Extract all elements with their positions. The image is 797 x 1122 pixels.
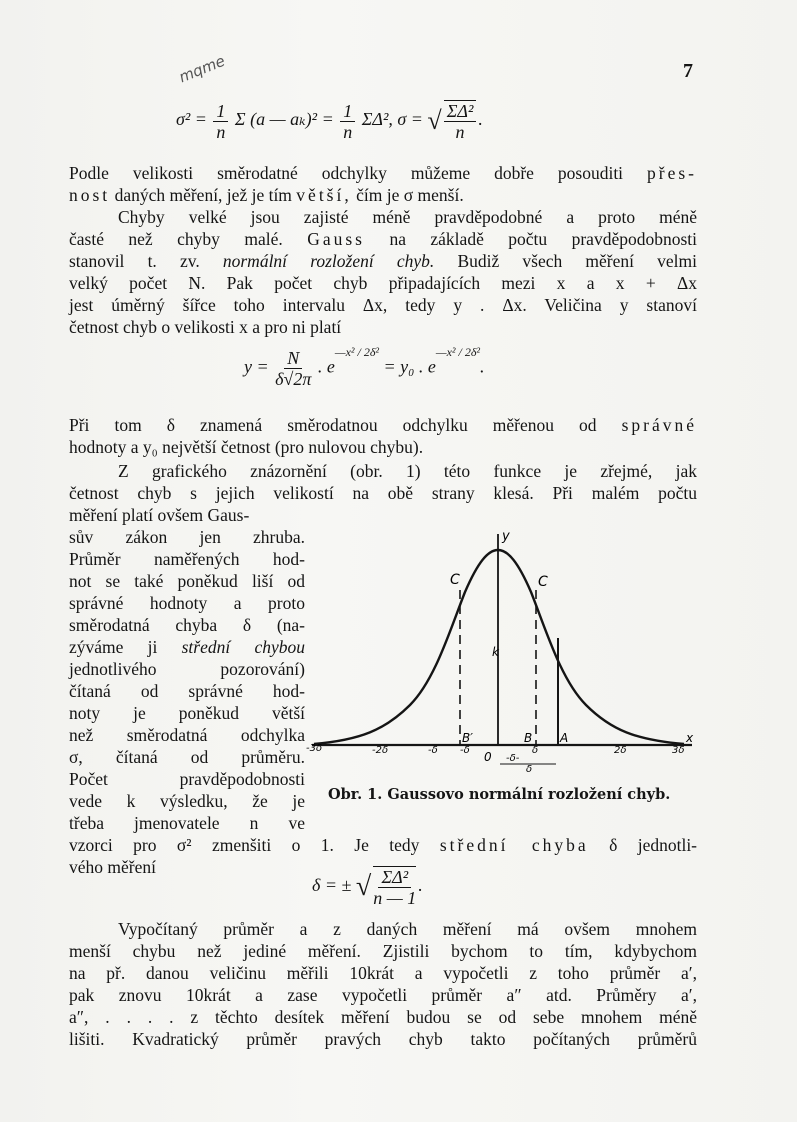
text-line — [69, 614, 305, 636]
text-line — [69, 436, 423, 458]
formula-lhs: y = — [244, 356, 269, 377]
bottom-mark: δ — [526, 764, 533, 775]
text-line — [69, 834, 697, 856]
text-line — [69, 746, 305, 768]
text-segment: směrodatná chyba δ (na- — [69, 615, 305, 635]
spaced-text: přes- — [647, 163, 698, 183]
text-segment: čítaná od správné hod- — [69, 681, 305, 701]
text-line — [69, 940, 697, 962]
text-segment: not se také poněkud liší od — [69, 571, 305, 591]
pencil-margin-note: mqme — [176, 51, 228, 87]
label-k: k — [492, 645, 499, 659]
axis-label-x: x — [686, 731, 694, 745]
fraction-numerator: 1 — [340, 101, 355, 122]
text-segment: hodnoty a y₀ největší četnost (pro nulovou chybu). — [69, 437, 424, 457]
text-segment: δ jednotli- — [609, 835, 698, 855]
fraction-denominator: δ√2π — [275, 369, 312, 389]
text-line — [69, 592, 305, 614]
formula-mean-error — [312, 866, 423, 908]
formula-sigma-mid: ΣΔ², σ = — [361, 109, 423, 130]
label-a: A — [560, 731, 569, 745]
text-line — [69, 482, 697, 504]
text-line — [69, 272, 697, 294]
text-segment: σ, čítaná od průměru. — [69, 747, 305, 767]
text-line — [69, 316, 341, 338]
text-segment: třeba jmenovatele n ve — [69, 813, 305, 833]
tick-label: δ — [532, 745, 539, 756]
text-segment: menší chybu než jediné měření. Zjistili bychom to tím, kdybychom — [69, 941, 697, 961]
text-line — [69, 184, 464, 206]
text-segment: vého měření — [69, 857, 156, 877]
tick-label: -2δ — [372, 745, 389, 756]
spaced-text: střední chyba — [439, 835, 589, 855]
text-line — [69, 962, 697, 984]
text-segment: Průměr naměřených hod- — [69, 549, 305, 569]
text-segment: vzorci pro σ² zmenšiti o 1. Je tedy — [69, 835, 420, 855]
text-line — [69, 680, 305, 702]
text-segment: na př. danou veličinu měřili 10krát a vypočetli z toho průměr a′, — [69, 963, 697, 983]
text-segment: Počet pravděpodobnosti — [69, 769, 305, 789]
text-line — [69, 414, 697, 436]
label-c-right: C — [538, 574, 548, 590]
label-b: B — [524, 731, 533, 745]
text-segment: sův zákon jen zhruba. — [69, 527, 305, 547]
text-line — [118, 460, 697, 482]
text-segment: četnost chyb o velikosti x a pro ni platí — [69, 317, 342, 337]
tick-label: -δ — [460, 745, 470, 756]
author-name: Gauss — [307, 229, 365, 249]
fraction-numerator: N — [284, 348, 302, 369]
text-segment: daných měření, jež je tím — [114, 185, 292, 205]
formula-sigma — [176, 100, 483, 142]
text-line — [69, 526, 305, 548]
formula-end: . — [418, 875, 423, 896]
tick-label: 2δ — [614, 745, 627, 756]
text-segment: pak znovu 10krát a zase vypočetli průměr a″ atd. Průměry a′, — [69, 985, 697, 1005]
bottom-mark: -δ- — [506, 753, 520, 764]
fraction-numerator: ΣΔ² — [444, 101, 477, 122]
fraction-denominator: n — [216, 121, 226, 142]
text-line — [118, 206, 697, 228]
text-segment: Z grafického znázornění (obr. 1) této funkce je zřejmé, jak — [118, 461, 697, 481]
text-segment: na základě počtu pravděpodobnosti — [389, 229, 697, 249]
formula-lhs: δ = ± — [312, 875, 352, 896]
figure-caption: Obr. 1. Gaussovo normální rozložení chyb. — [328, 786, 671, 803]
formula-exp-base: = y₀ . e — [383, 356, 436, 377]
text-line — [69, 548, 305, 570]
text-segment: Budiž všech měření velmi — [457, 251, 697, 271]
gauss-curve — [314, 550, 684, 744]
fraction — [213, 101, 228, 142]
text-segment: četnost chyb s jejich velikostí na obě strany klesá. Při malém počtu — [69, 483, 697, 503]
text-line — [69, 984, 697, 1006]
italic-term: střední chybou — [181, 637, 305, 657]
sqrt-sign-icon: √ — [427, 106, 442, 135]
text-line — [69, 250, 697, 272]
text-segment: měření platí ovšem Gaus- — [69, 505, 250, 525]
text-line — [69, 658, 305, 680]
fraction — [275, 348, 311, 389]
axis-label-y: y — [502, 529, 510, 544]
page-number: 7 — [683, 60, 693, 82]
text-line — [69, 702, 305, 724]
text-segment: čím je σ menší. — [356, 185, 464, 205]
text-segment: správné hodnoty a proto — [69, 593, 305, 613]
text-line — [69, 724, 305, 746]
text-line — [69, 768, 305, 790]
sqrt-fraction — [444, 100, 477, 142]
text-line — [69, 1028, 697, 1050]
text-line — [69, 162, 697, 184]
text-segment: jest úměrný šířce toho intervalu Δx, tedy y . Δx. Veličina y stanoví — [69, 295, 697, 315]
tick-label: 3δ — [672, 745, 685, 756]
fraction-numerator: ΣΔ² — [378, 867, 411, 888]
formula-end: . — [478, 109, 483, 130]
text-segment: a″, . . . . z těchto desítek měření budou se od sebe mnohem méně — [69, 1007, 697, 1027]
label-b-prime: B′ — [462, 731, 473, 745]
text-segment: zýváme ji — [69, 637, 158, 657]
formula-exponent: x² / 2δ² — [446, 344, 481, 359]
formula-sigma-sum: Σ (a — aₖ)² = — [234, 109, 334, 130]
text-segment: Podle velikosti směrodatné odchylky můžeme dobře posouditi — [69, 163, 624, 183]
text-segment: Chyby velké jsou zajisté méně pravděpodobné a proto méně — [118, 207, 697, 227]
sqrt-sign-icon: √ — [355, 871, 372, 902]
tick-label: -3δ — [306, 743, 323, 754]
text-segment: lišiti. Kvadratický průměr pravých chyb takto počítaných průměrů — [69, 1029, 697, 1049]
label-origin: 0 — [484, 750, 492, 764]
text-line — [69, 228, 697, 250]
formula-gauss: y = $\frac{N}{\delta√2\pi}$ . $e^{—x^2 / 2\delta^2} = y_0$ . $e^{—x^2 / 2\delta^2}$. — [244, 344, 485, 389]
text-line — [69, 636, 305, 658]
fraction-denominator: n — 1 — [373, 888, 417, 908]
formula-exp-base: . e — [317, 356, 335, 377]
gauss-figure — [300, 520, 700, 782]
text-line — [69, 790, 305, 812]
text-line — [69, 856, 156, 878]
formula-sigma-lhs: σ² = — [176, 109, 207, 130]
text-segment: Vypočítaný průměr a z daných měření má ovšem mnohem — [118, 919, 697, 939]
text-segment: časté než chyby malé. — [69, 229, 283, 249]
formula-end: . — [480, 356, 485, 377]
text-segment: jednotlivého pozorování) — [69, 659, 305, 679]
fraction-numerator: 1 — [213, 101, 228, 122]
text-segment: než směrodatná odchylka — [69, 725, 305, 745]
text-segment: velký počet N. Pak počet chyb připadajících mezi x a x + Δx — [69, 273, 697, 293]
text-segment: Při tom δ znamená směrodatnou odchylku měřenou od — [69, 415, 597, 435]
text-segment: vede k výsledku, že je — [69, 791, 305, 811]
fraction-denominator: n — [455, 122, 465, 142]
text-line — [69, 570, 305, 592]
text-line — [69, 294, 697, 316]
text-segment: noty je poněkud větší — [69, 703, 305, 723]
italic-term: normální rozložení chyb. — [222, 251, 435, 271]
spaced-text: větší, — [296, 185, 352, 205]
text-line — [69, 1006, 697, 1028]
tick-label: -δ — [428, 745, 438, 756]
sqrt-fraction — [373, 866, 416, 908]
spaced-text: nost — [69, 185, 111, 205]
spaced-text: správné — [621, 415, 697, 435]
text-line — [69, 504, 249, 526]
text-segment: stanovil t. zv. — [69, 251, 200, 271]
text-line — [118, 918, 697, 940]
formula-exponent: x² / 2δ² — [345, 344, 380, 359]
fraction-denominator: n — [343, 121, 353, 142]
fraction — [340, 101, 355, 142]
text-line — [69, 812, 305, 834]
label-c-left: C — [450, 572, 460, 588]
